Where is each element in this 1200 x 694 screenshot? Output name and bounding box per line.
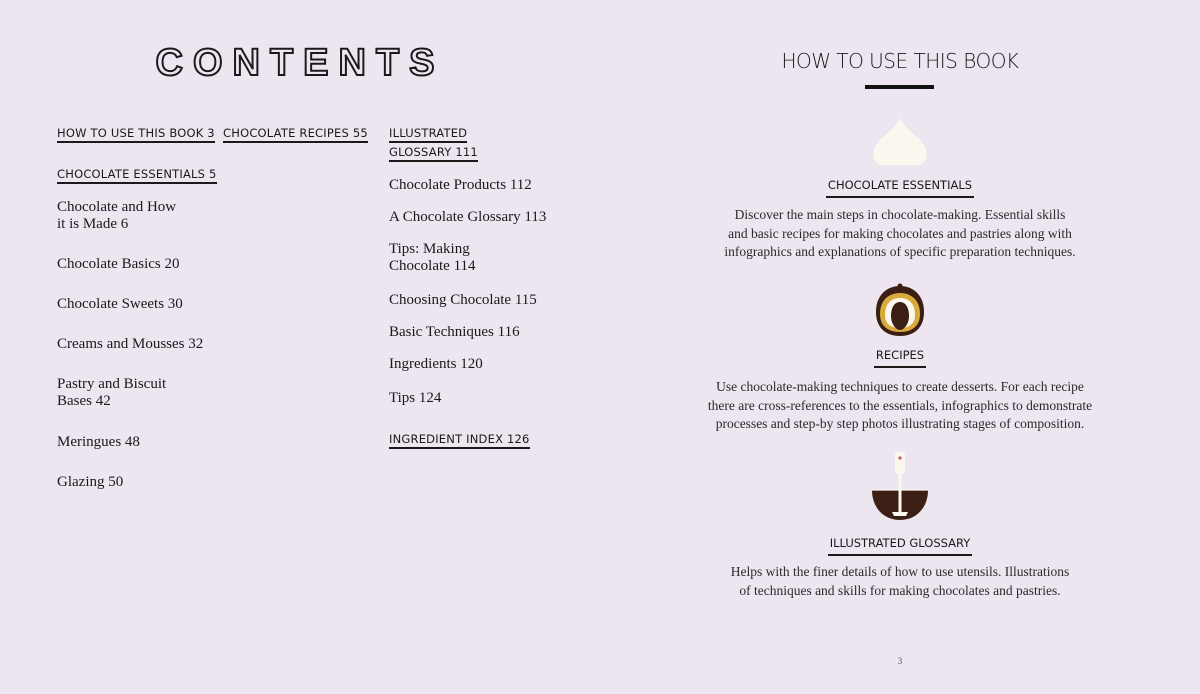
toc-heading-chocolate-recipes[interactable]: CHOCOLATE RECIPES 55 <box>223 124 368 143</box>
toc-entry[interactable]: Chocolate Basics 20 <box>57 256 180 272</box>
contents-title: CONTENTS <box>155 42 445 84</box>
toc-entry[interactable]: Chocolate and How it is Made 6 <box>57 199 177 232</box>
toc-entry[interactable]: Meringues 48 <box>57 434 140 450</box>
toc-entry[interactable]: Glazing 50 <box>57 474 124 490</box>
toc-entry[interactable]: Ingredients 120 <box>389 356 483 372</box>
toc-entry[interactable]: Chocolate Sweets 30 <box>57 296 183 312</box>
section-description-chocolate-essentials: Discover the main steps in chocolate-making. Essential skills and basic recipes for making chocolates and pastries along with infographics and explanations of specific preparation techniques. <box>724 207 1076 259</box>
toc-entry[interactable]: A Chocolate Glossary 113 <box>389 209 547 225</box>
toc-entry[interactable]: Chocolate Products 112 <box>389 177 532 193</box>
page-number: 3 <box>897 656 903 666</box>
section-description-illustrated-glossary: Helps with the finer details of how to use utensils. Illustrations of techniques and skills for making chocolates and pastries. <box>730 564 1070 598</box>
section-heading-recipes: RECIPES <box>700 348 1100 362</box>
toc-entry[interactable]: Creams and Mousses 32 <box>57 336 204 352</box>
toc-entry[interactable]: Basic Techniques 116 <box>389 324 520 340</box>
toc-heading-illustrated-glossary[interactable]: ILLUSTRATED GLOSSARY 111 <box>389 124 478 162</box>
toc-heading-chocolate-essentials[interactable]: CHOCOLATE ESSENTIALS 5 <box>57 165 217 184</box>
section-heading-chocolate-essentials: CHOCOLATE ESSENTIALS <box>700 178 1100 192</box>
meringue-icon <box>868 116 932 170</box>
section-description-recipes: Use chocolate-making techniques to create desserts. For each recipe there are cross-references to the essentials, infographics to demonstrate processes and step-by step photos illustrating stages of composition. <box>707 379 1093 431</box>
section-heading-illustrated-glossary: ILLUSTRATED GLOSSARY <box>700 536 1100 550</box>
toc-heading-how-to-use[interactable]: HOW TO USE THIS BOOK 3 <box>57 124 215 143</box>
hand-blender-icon <box>868 450 932 522</box>
toc-entry[interactable]: Pastry and Biscuit Bases 42 <box>57 376 167 409</box>
toc-entry[interactable]: Tips: Making Chocolate 114 <box>389 241 476 274</box>
toc-entry[interactable]: Choosing Chocolate 115 <box>389 292 537 308</box>
chocolate-dessert-icon <box>870 282 930 340</box>
toc-heading-ingredient-index[interactable]: INGREDIENT INDEX 126 <box>389 430 530 449</box>
toc-entry[interactable]: Tips 124 <box>389 390 442 406</box>
howto-title: HOW TO USE THIS BOOK <box>781 49 1019 73</box>
title-underline <box>865 85 934 89</box>
